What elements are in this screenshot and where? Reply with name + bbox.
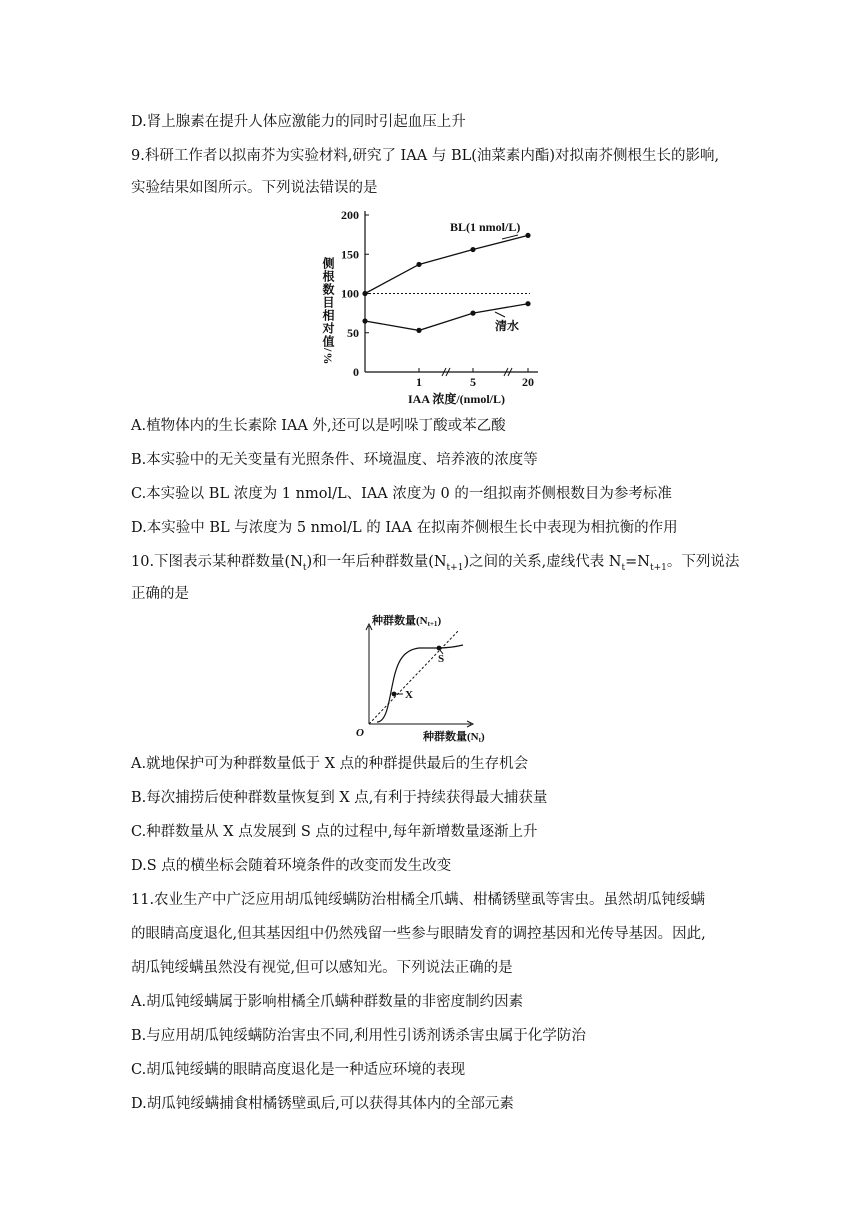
line-q9a: A.植物体内的生长素除 IAA 外,还可以是吲哚丁酸或苯乙酸 [131,418,506,434]
data-point [470,247,475,252]
q10-stem-sub-a: t [302,562,307,573]
line-q11b: B.与应用胡瓜钝绥螨防治害虫不同,利用性引诱剂诱杀害虫属于化学防治 [131,1028,586,1044]
data-point [525,233,530,238]
line-q9-stem-1: 9.科研工作者以拟南芥为实验材料,研究了 IAA 与 BL(油菜素内酯)对拟南芥侧根生长的影响, [131,148,720,164]
q10-stem-text-b: )和一年后种群数量(N [306,554,447,570]
series-line [365,235,528,293]
q10-stem-text-c: )之间的关系,虚线代表 N [463,554,622,570]
data-point [362,291,367,296]
x-axis-label: 种群数量(Nt) [423,731,485,744]
y-axis-label: 侧根数目相对值/% [321,257,335,366]
origin-label: O [356,727,364,739]
line-q11a: A.胡瓜钝绥螨属于影响柑橘全爪螨种群数量的非密度制约因素 [131,994,524,1010]
line-q8d: D.肾上腺素在提升人体应激能力的同时引起血压上升 [131,114,466,130]
q10-stem-text-a: 10.下图表示某种群数量(N [131,554,303,570]
line-q11-stem-1: 11.农业生产中广泛应用胡瓜钝绥螨防治柑橘全爪螨、柑橘锈壁虱等害虫。虽然胡瓜钝绥螨 [131,892,706,908]
q10-stem-sub-b: t+1 [446,562,464,573]
series-label-water: 清水 [495,319,520,333]
point-s [437,646,442,651]
y-tick-label: 100 [341,286,359,301]
data-point [525,301,530,306]
line-q11c: C.胡瓜钝绥螨的眼睛高度退化是一种适应环境的表现 [131,1062,466,1078]
data-point [416,262,421,267]
line-q11-stem-2: 的眼睛高度退化,但其基因组中仍然残留一些参与眼睛发育的调控基因和光传导基因。因此, [131,926,706,942]
line-q10-stem-1 [131,552,739,578]
y-tick-label: 50 [347,325,359,340]
y-axis-label-sub: t+1 [427,620,438,628]
x-axis-label: IAA 浓度/(nmol/L) [408,392,506,405]
line-q10b: B.每次捕捞后使种群数量恢复到 X 点,有利于持续获得最大捕获量 [131,790,548,806]
q10-stem-text-e: 。下列说法 [666,554,740,570]
identity-line [369,630,459,724]
x-tick-label: 1 [416,375,422,389]
data-point [416,328,421,333]
line-q11d: D.胡瓜钝绥螨捕食柑橘锈壁虱后,可以获得其体内的全部元素 [131,1096,514,1112]
point-s-label: S [438,653,445,665]
population-curve [377,645,463,722]
chart-iaa-bl [310,205,560,405]
line-q9-stem-2: 实验结果如图所示。下列说法错误的是 [131,180,378,196]
y-tick-label: 200 [341,208,359,222]
chart-population [345,612,505,747]
y-tick-label: 150 [341,247,359,262]
y-axis-label: 种群数量(Nt+1) [372,615,442,628]
q10-stem-sub-d: t+1 [649,562,667,573]
series-label-bl: BL(1 nmol/L) [450,220,521,234]
point-x [392,692,397,697]
line-q10-stem-2: 正确的是 [131,586,189,602]
data-point [362,318,367,323]
line-q9d: D.本实验中 BL 与浓度为 5 nmol/L 的 IAA 在拟南芥侧根生长中表现为相抗衡的作用 [131,520,678,536]
point-x-label: X [405,689,413,701]
q10-stem-sub-c: t [621,562,626,573]
x-tick-label: 5 [470,375,476,389]
line-q10a: A.就地保护可为种群数量低于 X 点的种群提供最后的生存机会 [131,756,529,772]
data-point [470,311,475,316]
line-q9c: C.本实验以 BL 浓度为 1 nmol/L、IAA 浓度为 0 的一组拟南芥侧根数目为参考标准 [131,486,672,502]
line-q9b: B.本实验中的无关变量有光照条件、环境温度、培养液的浓度等 [131,452,538,468]
x-tick-label: 20 [522,375,534,389]
line-q11-stem-3: 胡瓜钝绥螨虽然没有视觉,但可以感知光。下列说法正确的是 [131,960,513,976]
y-tick-label: 0 [353,365,359,379]
series-label-pointer [495,312,505,317]
q10-stem-text-d: =N [625,554,650,570]
line-q10c: C.种群数量从 X 点发展到 S 点的过程中,每年新增数量逐渐上升 [131,824,538,840]
x-axis-label-sub: t [478,736,481,744]
line-q10d: D.S 点的横坐标会随着环境条件的改变而发生改变 [131,858,452,874]
